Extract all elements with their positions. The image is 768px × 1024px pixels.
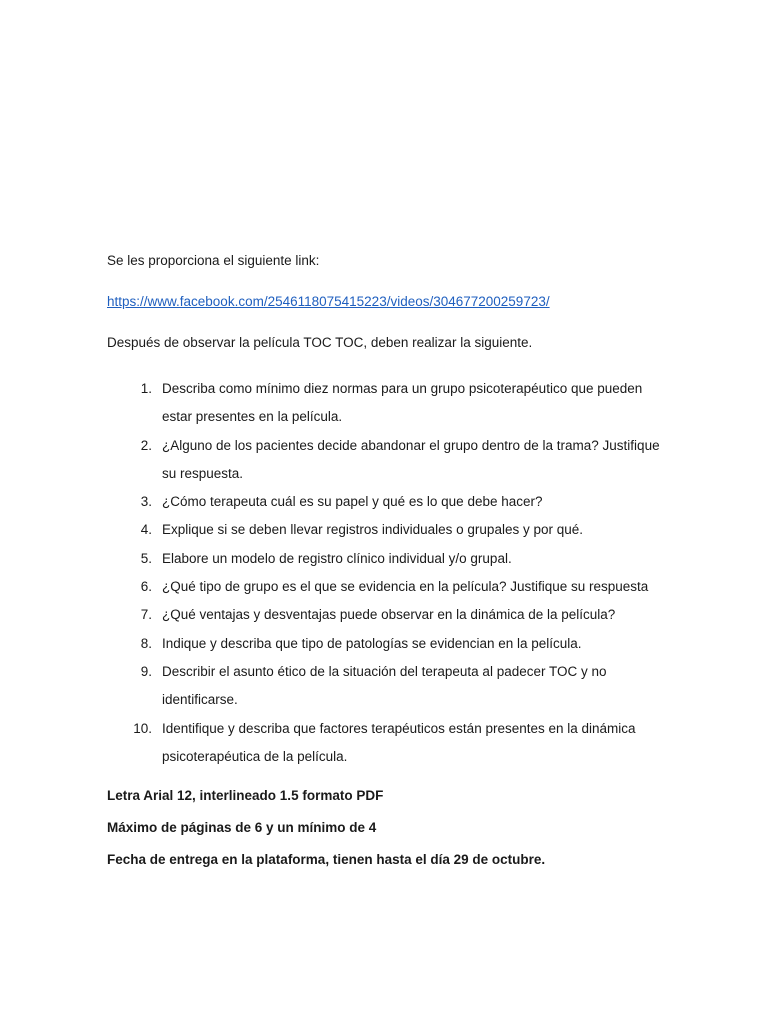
list-item [107, 601, 667, 629]
list-item-number: 8. [140, 635, 152, 651]
questions-list [107, 375, 667, 771]
list-item-text: Elabore un modelo de registro clínico individual y/o grupal. [162, 550, 512, 566]
list-item-number: 2. [140, 437, 152, 453]
list-item-number: 5. [140, 550, 152, 566]
list-item-number: 1. [140, 381, 152, 396]
list-item-number: 4. [140, 522, 152, 538]
list-item [107, 432, 667, 489]
list-item-text: Describa como mínimo diez normas para un grupo psicoterapéutico que pueden estar presentes en la película. [162, 381, 643, 425]
intro-text: Se les proporciona el siguiente link: [107, 253, 320, 268]
list-item-text: Describir el asunto ético de la situación del terapeuta al padecer TOC y no identificarse. [162, 663, 607, 708]
list-item-text: ¿Qué ventajas y desventajas puede observar en la dinámica de la película? [162, 607, 616, 623]
list-item [107, 630, 667, 658]
list-item-text: Indique y describa que tipo de patologías se evidencian en la película. [162, 635, 582, 651]
list-item-number: 7. [140, 607, 152, 623]
list-item-number: 3. [140, 494, 152, 510]
deadline-note: Fecha de entrega en la plataforma, tienen hasta el día 29 de octubre. [107, 852, 546, 868]
list-item [107, 516, 667, 544]
list-item-number: 9. [140, 663, 152, 679]
list-item [107, 658, 667, 715]
document-body [107, 252, 667, 883]
list-item-text: ¿Cómo terapeuta cuál es su papel y qué es lo que debe hacer? [162, 494, 543, 510]
list-item [107, 488, 667, 516]
list-item-text: Explique si se deben llevar registros individuales o grupales y por qué. [162, 522, 583, 538]
list-item-number: 6. [140, 579, 152, 595]
list-item [107, 545, 667, 573]
instruction-text: Después de observar la película TOC TOC, deben realizar la siguiente. [107, 335, 533, 350]
list-item-text: ¿Alguno de los pacientes decide abandonar el grupo dentro de la trama? Justifique su respuesta. [162, 437, 660, 481]
format-note: Letra Arial 12, interlineado 1.5 formato PDF [107, 788, 384, 804]
list-item-text: Identifique y describa que factores terapéuticos están presentes en la dinámica psicoterapéutica de la película. [162, 720, 636, 764]
list-item [107, 375, 667, 432]
list-item-number: 10. [133, 720, 152, 736]
list-item-text: ¿Qué tipo de grupo es el que se evidencia en la película? Justifique su respuesta [162, 579, 649, 595]
video-link[interactable]: https://www.facebook.com/2546118075415223/videos/304677200259723/ [107, 294, 550, 309]
pages-note: Máximo de páginas de 6 y un mínimo de 4 [107, 820, 377, 836]
list-item [107, 715, 667, 772]
list-item [107, 573, 667, 601]
